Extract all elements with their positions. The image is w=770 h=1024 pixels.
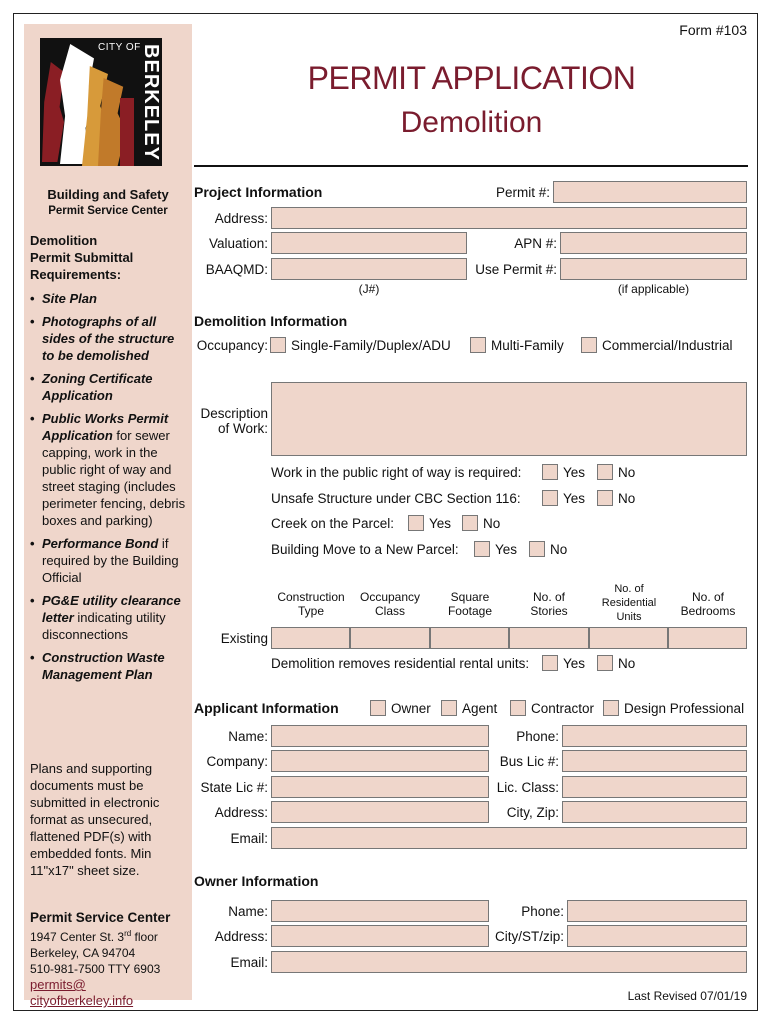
public-row-yes-checkbox[interactable] [542,464,558,480]
applicant-address-field[interactable] [271,801,489,823]
applicant-email-field[interactable] [271,827,747,849]
existing-occupancy-class-field[interactable] [350,627,430,649]
city-zip-label: City, Zip: [506,805,559,820]
project-address-field[interactable] [271,207,747,229]
description-of-work-field[interactable] [271,382,747,456]
use-permit-label: Use Permit #: [475,262,557,277]
public-row-no-checkbox[interactable] [597,464,613,480]
occupancy-multi-family-checkbox[interactable] [470,337,486,353]
owner-info-heading: Owner Information [194,873,319,889]
occupancy-commercial-label: Commercial/Industrial [602,338,733,353]
owner-name-field[interactable] [271,900,489,922]
unsafe-yes-label: Yes [563,491,586,506]
lic-class-field[interactable] [562,776,747,798]
requirement-item: • Site Plan [30,290,190,307]
creek-question: Creek on the Parcel: [271,516,395,531]
construction-type-header: Construction Type [277,590,345,618]
requirement-item: • Public Works Permit Application for sewer capping, work in the public right of way and street staging (includes perimeter fencing, debris boxes and parking) [30,410,190,529]
permit-number-label: Permit #: [495,185,550,200]
last-revised: Last Revised 07/01/19 [627,989,747,1003]
demolition-info-heading: Demolition Information [194,313,348,329]
applicant-phone-label: Phone: [516,729,559,744]
creek-no-label: No [483,516,501,531]
creek-yes-label: Yes [429,516,452,531]
public-row-yes-label: Yes [563,465,586,480]
applicant-contractor-label: Contractor [531,701,595,716]
rental-no-label: No [618,656,636,671]
use-permit-field[interactable] [560,258,747,280]
creek-yes-checkbox[interactable] [408,515,424,531]
creek-no-checkbox[interactable] [462,515,478,531]
occupancy-multi-family-label: Multi-Family [491,338,564,353]
unsafe-structure-question: Unsafe Structure under CBC Section 116: [271,491,521,506]
occupancy-class-header: Occupancy Class [359,590,421,618]
owner-email-field[interactable] [271,951,747,973]
applicant-name-field[interactable] [271,725,489,747]
rental-units-question: Demolition removes residential rental units: [271,656,530,671]
owner-address-field[interactable] [271,925,489,947]
requirement-item: • Performance Bond if required by the Building Official [30,535,190,586]
public-row-question: Work in the public right of way is required: [271,465,522,480]
unsafe-no-label: No [618,491,636,506]
page-title: PERMIT APPLICATION [307,60,636,96]
if-applicable-note: (if applicable) [617,282,690,296]
square-footage-header: Square Footage [447,590,493,618]
requirement-item: • Zoning Certificate Application [30,370,190,404]
move-no-label: No [550,542,568,557]
move-yes-checkbox[interactable] [474,541,490,557]
permit-number-field[interactable] [553,181,747,203]
email-link[interactable]: permits@ cityofberkeley.info [30,977,134,1008]
requirement-item: • PG&E utility clearance letter indicating utility disconnections [30,592,190,643]
owner-phone-label: Phone: [521,904,564,919]
building-move-question: Building Move to a New Parcel: [271,542,459,557]
applicant-agent-checkbox[interactable] [441,700,457,716]
project-info-heading: Project Information [194,184,323,200]
applicant-agent-label: Agent [462,701,498,716]
existing-label: Existing [220,631,268,646]
applicant-name-label: Name: [228,729,268,744]
applicant-contractor-checkbox[interactable] [510,700,526,716]
applicant-owner-checkbox[interactable] [370,700,386,716]
move-no-checkbox[interactable] [529,541,545,557]
occupancy-single-family-checkbox[interactable] [270,337,286,353]
existing-bedrooms-field[interactable] [668,627,747,649]
owner-city-st-zip-field[interactable] [567,925,747,947]
permit-form-page [13,13,758,1011]
valuation-field[interactable] [271,232,467,254]
bus-lic-label: Bus Lic #: [499,754,559,769]
state-lic-field[interactable] [271,776,489,798]
bus-lic-field[interactable] [562,750,747,772]
occupancy-label: Occupancy: [196,338,268,353]
applicant-address-label: Address: [214,805,268,820]
move-yes-label: Yes [495,542,518,557]
plans-submission-note: Plans and supporting documents must be submitted in electronic format as unsecured, flattened PDF(s) with embedded fonts. Min 11"x17" sheet size. [30,761,160,878]
unsafe-no-checkbox[interactable] [597,490,613,506]
state-lic-label: State Lic #: [200,780,268,795]
existing-construction-type-field[interactable] [271,627,350,649]
occupancy-commercial-checkbox[interactable] [581,337,597,353]
rental-yes-label: Yes [563,656,586,671]
rental-no-checkbox[interactable] [597,655,613,671]
title-divider [194,165,748,167]
apn-field[interactable] [560,232,747,254]
city-of-berkeley-logo: CITY OF BERKELEY [40,38,162,166]
applicant-email-label: Email: [230,831,268,846]
baaqmd-label: BAAQMD: [205,262,268,277]
requirements-list [30,290,190,689]
requirement-item: • Photographs of all sides of the structure to be demolished [30,313,190,364]
valuation-label: Valuation: [208,236,268,251]
rental-yes-checkbox[interactable] [542,655,558,671]
applicant-owner-label: Owner [391,701,431,716]
applicant-design-professional-label: Design Professional [624,701,745,716]
applicant-phone-field[interactable] [562,725,747,747]
owner-address-label: Address: [214,929,268,944]
occupancy-single-family-label: Single-Family/Duplex/ADU [291,338,451,353]
form-number: Form #103 [679,22,747,38]
lic-class-label: Lic. Class: [496,780,559,795]
requirement-item: • Construction Waste Management Plan [30,649,190,683]
owner-city-st-zip-label: City/ST/zip: [494,929,564,944]
address-label: Address: [214,211,268,226]
city-zip-field[interactable] [562,801,747,823]
owner-email-label: Email: [230,955,268,970]
company-label: Company: [206,754,268,769]
j-number-note: (J#) [358,282,380,296]
sidebar [24,24,192,1008]
company-field[interactable] [271,750,489,772]
apn-label: APN #: [514,236,557,251]
existing-stories-field[interactable] [509,627,589,649]
existing-residential-units-field[interactable] [589,627,668,649]
owner-name-label: Name: [228,904,268,919]
owner-phone-field[interactable] [567,900,747,922]
department-name: Building and Safety Permit Service Center [47,187,169,217]
requirements-heading: Demolition Permit Submittal Requirements: [30,233,134,282]
bedrooms-header: No. of Bedrooms [680,590,736,618]
unsafe-yes-checkbox[interactable] [542,490,558,506]
applicant-design-professional-checkbox[interactable] [603,700,619,716]
existing-square-footage-field[interactable] [430,627,509,649]
page-subtitle: Demolition [400,106,543,139]
description-label: Description of Work: [200,406,268,436]
residential-units-header: No. of Residential Units [601,583,657,623]
stories-header: No. of Stories [530,590,568,618]
public-row-no-label: No [618,465,636,480]
applicant-info-heading: Applicant Information [194,700,339,716]
baaqmd-field[interactable] [271,258,467,280]
permit-service-center-contact: Permit Service Center 1947 Center St. 3rd floor Berkeley, CA 94704 510-981-7500 TTY 6903 permits@ cityofberkeley.info [30,910,190,1009]
